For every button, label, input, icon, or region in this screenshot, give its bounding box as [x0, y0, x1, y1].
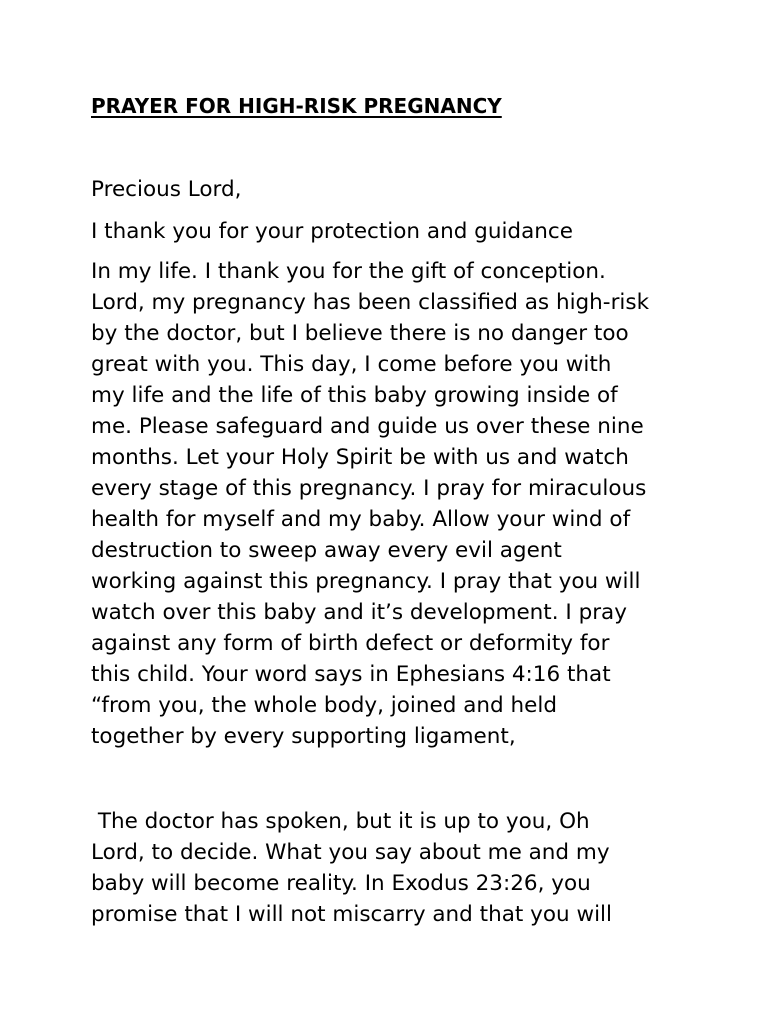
paragraph-1 [91, 256, 649, 752]
paragraph-line: working against this pregnancy. I pray that you will [91, 569, 641, 594]
paragraph-line: together by every supporting ligament, [91, 724, 516, 749]
paragraph-line: months. Let your Holy Spirit be with us and watch [91, 445, 629, 470]
paragraph-line: great with you. This day, I come before you with [91, 352, 612, 377]
paragraph-line: me. Please safeguard and guide us over these nine [91, 414, 644, 439]
paragraph-line: this child. Your word says in Ephesians 4:16 that [91, 662, 611, 687]
salutation: Precious Lord, [91, 177, 242, 202]
paragraph-line: promise that I will not miscarry and that you will [91, 902, 612, 927]
paragraph-line: every stage of this pregnancy. I pray for miraculous [91, 476, 647, 501]
document-title: PRAYER FOR HIGH-RISK PREGNANCY [91, 94, 502, 118]
paragraph-line: “from you, the whole body, joined and held [91, 693, 557, 718]
thanks-line: I thank you for your protection and guidance [91, 219, 573, 244]
paragraph-line: In my life. I thank you for the gift of conception. [91, 259, 606, 284]
paragraph-line: health for myself and my baby. Allow your wind of [91, 507, 631, 532]
paragraph-line: destruction to sweep away every evil agent [91, 538, 562, 563]
paragraph-line: Lord, to decide. What you say about me and my [91, 840, 610, 865]
paragraph-line: against any form of birth defect or deformity for [91, 631, 610, 656]
paragraph-line: by the doctor, but I believe there is no danger too [91, 321, 629, 346]
paragraph-line: baby will become reality. In Exodus 23:26, you [91, 871, 591, 896]
paragraph-line: watch over this baby and it’s development. I pray [91, 600, 627, 625]
paragraph-line: Lord, my pregnancy has been classified as high-risk [91, 290, 650, 315]
paragraph-line: my life and the life of this baby growing inside of [91, 383, 618, 408]
paragraph-2 [91, 806, 612, 930]
paragraph-line: The doctor has spoken, but it is up to you, Oh [91, 809, 590, 834]
